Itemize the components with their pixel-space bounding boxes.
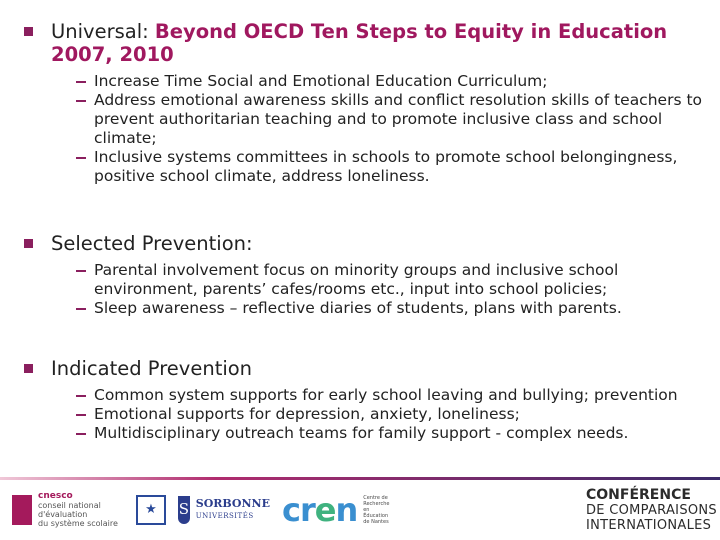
- sub-item-text: Parental involvement focus on minority groups and inclusive school environment, parents’ cafes/rooms etc., input into school policies;: [94, 261, 619, 298]
- conference-line: CONFÉRENCE: [586, 486, 691, 503]
- sub-item: [76, 91, 708, 148]
- conference-line: INTERNATIONALES: [586, 517, 712, 533]
- main-bullet-universal: [18, 20, 708, 66]
- dash-bullet-icon: [76, 414, 86, 416]
- main-bullet-indicated: [18, 357, 708, 380]
- sub-item: [76, 261, 708, 299]
- cnesco-mark-icon: [12, 495, 32, 525]
- sub-list: [76, 386, 708, 443]
- cren-part: cr: [282, 491, 315, 529]
- cnesco-line: conseil national: [38, 501, 101, 510]
- cren-caption: Centre de Recherche en Éducation de Nantes: [363, 495, 390, 525]
- cnesco-line: cnesco: [38, 491, 73, 501]
- sorbonne-text: [196, 498, 270, 522]
- sorbonne-shield-icon: S: [178, 496, 190, 524]
- dash-bullet-icon: [76, 157, 86, 159]
- conference-logo: [586, 486, 717, 533]
- sub-item: [76, 148, 708, 186]
- cnesco-logo: [12, 490, 130, 530]
- square-bullet-icon: [24, 27, 33, 36]
- sub-list: [76, 261, 708, 318]
- sub-item-text: Common system supports for early school leaving and bullying; prevention: [94, 386, 678, 404]
- sub-item-text: Increase Time Social and Emotional Education Curriculum;: [94, 72, 548, 90]
- bullet-lead: Universal:: [51, 20, 155, 43]
- sub-item: [76, 405, 708, 424]
- bullet-lead: Indicated Prevention: [51, 357, 253, 380]
- dash-bullet-icon: [76, 100, 86, 102]
- footer-divider: [0, 477, 720, 480]
- cnesco-line: du système scolaire: [38, 519, 118, 528]
- cren-wordmark: [282, 491, 357, 529]
- dash-bullet-icon: [76, 308, 86, 310]
- dash-bullet-icon: [76, 270, 86, 272]
- dash-bullet-icon: [76, 395, 86, 397]
- eu-logo: [136, 490, 170, 530]
- sorbonne-logo: [178, 490, 270, 530]
- sub-item: [76, 386, 708, 405]
- sub-item-text: Address emotional awareness skills and conflict resolution skills of teachers to prevent authoritarian teaching and to promote inclusive class and school climate;: [94, 91, 703, 147]
- cnesco-line: d'évaluation: [38, 510, 88, 519]
- cren-part: e: [314, 491, 336, 529]
- sub-list: [76, 72, 708, 186]
- section-selected-prevention: [18, 232, 708, 318]
- sub-item-text: Inclusive systems committees in schools to promote school belongingness, positive school climate, address loneliness.: [94, 148, 678, 185]
- sub-item-text: Sleep awareness – reflective diaries of students, plans with parents.: [94, 299, 622, 317]
- section-indicated-prevention: [18, 357, 708, 443]
- cren-part: n: [335, 491, 358, 529]
- sub-item: [76, 299, 708, 318]
- cnesco-text: [38, 492, 118, 528]
- sub-item-text: Multidisciplinary outreach teams for family support - complex needs.: [94, 424, 629, 442]
- bullet-accent: Beyond OECD Ten Steps to Equity in Education 2007, 2010: [51, 20, 668, 66]
- eu-star-icon: ★: [136, 495, 166, 525]
- cren-logo: [282, 490, 392, 530]
- conference-line: DE COMPARAISONS: [586, 502, 717, 518]
- bullet-lead: Selected Prevention:: [51, 232, 253, 255]
- sorbonne-line: SORBONNE: [195, 497, 270, 510]
- sub-item: [76, 72, 708, 91]
- dash-bullet-icon: [76, 81, 86, 83]
- dash-bullet-icon: [76, 433, 86, 435]
- main-bullet-selected: [18, 232, 708, 255]
- sorbonne-line: UNIVERSITÉS: [195, 512, 254, 520]
- sub-item-text: Emotional supports for depression, anxiety, loneliness;: [94, 405, 520, 423]
- main-bullet-text: [51, 20, 708, 66]
- sub-item: [76, 424, 708, 443]
- square-bullet-icon: [24, 239, 33, 248]
- square-bullet-icon: [24, 364, 33, 373]
- section-universal: [18, 20, 708, 186]
